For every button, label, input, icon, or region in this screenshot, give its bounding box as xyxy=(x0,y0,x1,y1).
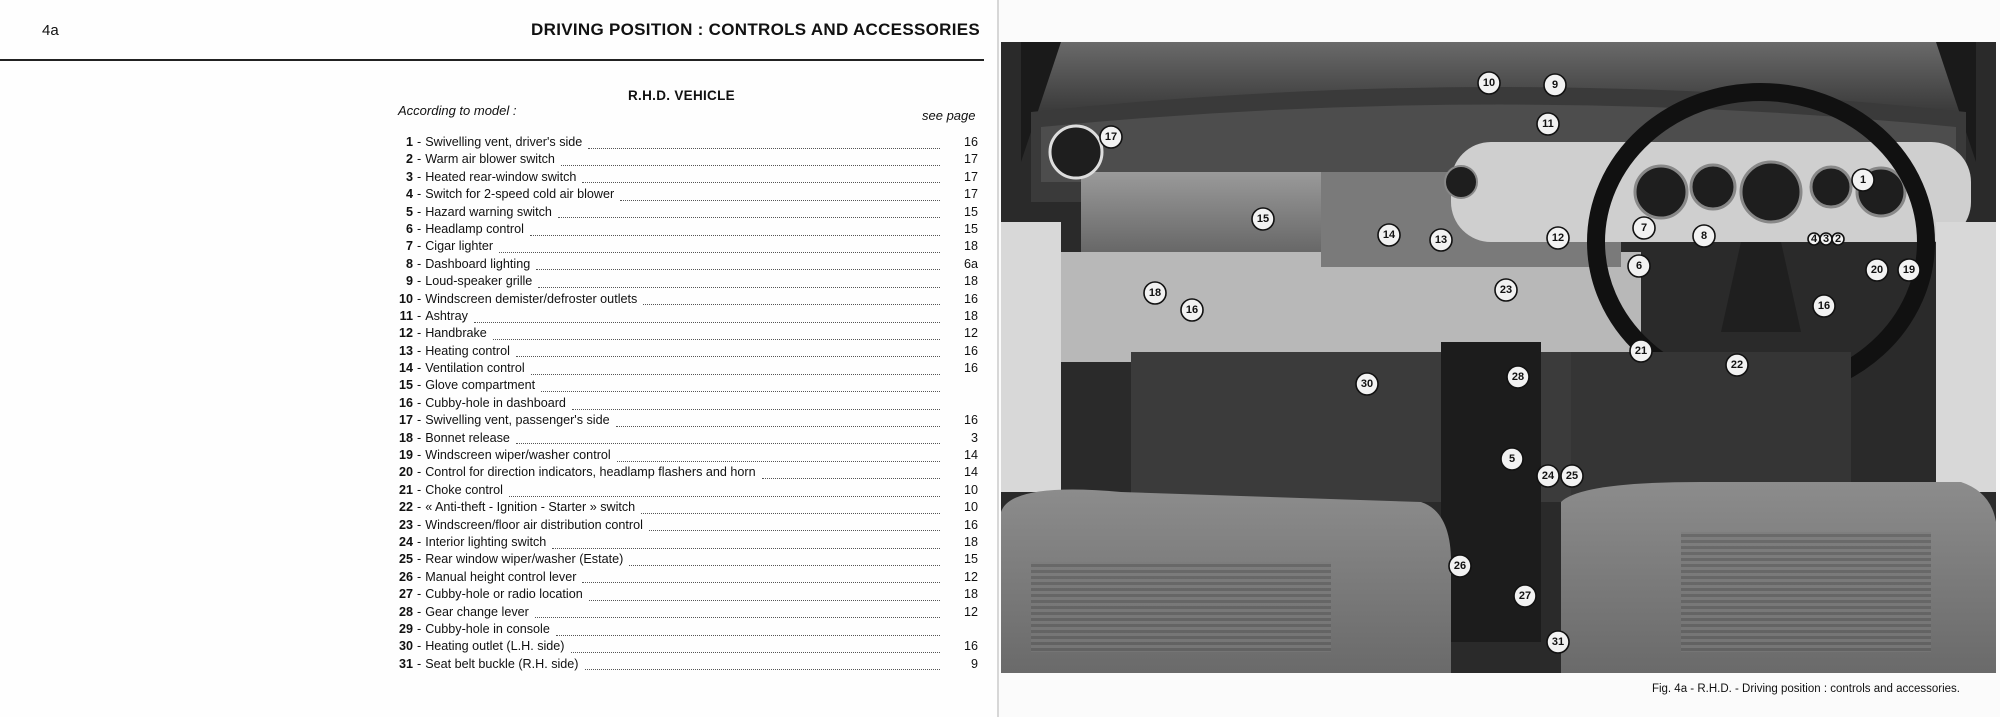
leader-dots xyxy=(572,408,940,410)
callout-label: 25 xyxy=(1565,470,1579,482)
list-item xyxy=(398,135,978,152)
item-description: Control for direction indicators, headlamp flashers and horn xyxy=(425,465,756,480)
callout-label: 8 xyxy=(1700,230,1708,242)
item-page: 18 xyxy=(963,308,978,323)
list-item xyxy=(398,222,978,239)
item-number: 20 xyxy=(398,465,413,480)
item-separator: - xyxy=(417,500,422,515)
item-separator: - xyxy=(417,569,422,584)
callout-label: 31 xyxy=(1551,636,1565,648)
item-separator: - xyxy=(417,413,422,428)
item-page: 14 xyxy=(963,465,978,480)
item-description: Swivelling vent, driver's side xyxy=(425,135,583,149)
item-separator: - xyxy=(417,378,422,393)
item-description: « Anti-theft - Ignition - Starter » switch xyxy=(425,500,636,515)
list-item xyxy=(398,187,978,204)
list-item xyxy=(398,257,978,274)
item-number: 18 xyxy=(398,430,413,445)
item-number: 30 xyxy=(398,639,413,654)
leader-dots xyxy=(535,616,940,618)
item-page: 16 xyxy=(963,135,978,149)
callout-label: 20 xyxy=(1870,264,1884,276)
list-item xyxy=(398,326,978,343)
item-description: Choke control xyxy=(425,482,503,497)
item-page: 3 xyxy=(970,430,978,445)
list-item xyxy=(398,431,978,448)
item-page: 10 xyxy=(963,500,978,515)
item-separator: - xyxy=(417,204,422,219)
item-separator: - xyxy=(417,395,422,410)
item-page: 9 xyxy=(970,656,978,671)
callout-label: 12 xyxy=(1551,232,1565,244)
dashboard-photo xyxy=(1001,42,1996,673)
leader-dots xyxy=(561,164,940,166)
item-description: Swivelling vent, passenger's side xyxy=(425,413,610,428)
item-description: Ventilation control xyxy=(425,361,525,376)
item-page: 6a xyxy=(963,256,978,271)
header-title: DRIVING POSITION : CONTROLS AND ACCESSORIES xyxy=(531,20,980,39)
list-item xyxy=(398,274,978,291)
callout-label: 16 xyxy=(1817,300,1831,312)
leader-dots xyxy=(552,547,940,549)
item-number: 25 xyxy=(398,552,413,567)
item-number: 10 xyxy=(398,291,413,306)
item-page: 12 xyxy=(963,326,978,341)
leader-dots xyxy=(641,512,940,514)
item-description: Dashboard lighting xyxy=(425,256,531,271)
item-page: 12 xyxy=(963,604,978,619)
item-description: Headlamp control xyxy=(425,221,524,236)
item-separator: - xyxy=(417,308,422,323)
leader-dots xyxy=(643,303,940,305)
item-separator: - xyxy=(417,604,422,619)
leader-dots xyxy=(531,373,940,375)
leader-dots xyxy=(536,268,940,270)
item-description: Loud-speaker grille xyxy=(425,274,533,289)
item-description: Cubby-hole in dashboard xyxy=(425,395,566,410)
item-page: 18 xyxy=(963,239,978,254)
page-number: 4a xyxy=(42,22,59,39)
callout-label: 15 xyxy=(1256,213,1270,225)
item-number: 27 xyxy=(398,587,413,602)
item-separator: - xyxy=(417,291,422,306)
item-separator: - xyxy=(417,135,422,149)
callout-label: 2 xyxy=(1834,233,1842,245)
item-number: 9 xyxy=(405,274,413,289)
callout-label: 16 xyxy=(1185,304,1199,316)
item-description: Windscreen/floor air distribution control xyxy=(425,517,643,532)
item-number: 26 xyxy=(398,569,413,584)
item-description: Seat belt buckle (R.H. side) xyxy=(425,656,579,671)
leader-dots xyxy=(493,338,940,340)
list-item xyxy=(398,518,978,535)
list-item xyxy=(398,552,978,569)
according-to-model-label: According to model : xyxy=(398,103,517,118)
callout-label: 1 xyxy=(1859,174,1867,186)
leader-dots xyxy=(582,581,940,583)
controls-list xyxy=(398,135,978,674)
item-number: 8 xyxy=(405,256,413,271)
leader-dots xyxy=(629,564,940,566)
leader-dots xyxy=(762,477,940,479)
item-separator: - xyxy=(417,552,422,567)
list-item xyxy=(398,239,978,256)
item-description: Heating outlet (L.H. side) xyxy=(425,639,565,654)
item-separator: - xyxy=(417,221,422,236)
item-description: Switch for 2-speed cold air blower xyxy=(425,187,615,202)
list-item xyxy=(398,170,978,187)
item-number: 11 xyxy=(399,308,413,323)
see-page-label: see page xyxy=(922,108,976,123)
item-number: 3 xyxy=(405,169,413,184)
callout-label: 11 xyxy=(1542,118,1554,130)
leader-dots xyxy=(582,181,940,183)
item-page: 17 xyxy=(963,169,978,184)
item-description: Heating control xyxy=(425,343,510,358)
leader-dots xyxy=(588,147,940,149)
item-page: 14 xyxy=(963,448,978,463)
item-number: 15 xyxy=(398,378,413,393)
dashboard-illustration xyxy=(1001,42,1996,673)
item-separator: - xyxy=(417,239,422,254)
item-number: 19 xyxy=(398,448,413,463)
callout-label: 23 xyxy=(1499,284,1513,296)
item-separator: - xyxy=(417,534,422,549)
callout-label: 6 xyxy=(1635,260,1643,272)
callout-label: 28 xyxy=(1511,371,1525,383)
list-item xyxy=(398,587,978,604)
item-description: Manual height control lever xyxy=(425,569,577,584)
leader-dots xyxy=(516,355,940,357)
list-item xyxy=(398,396,978,413)
leader-dots xyxy=(474,321,940,323)
callout-label: 18 xyxy=(1148,287,1162,299)
item-separator: - xyxy=(417,517,422,532)
list-item xyxy=(398,292,978,309)
list-item xyxy=(398,309,978,326)
list-item xyxy=(398,205,978,222)
item-page: 16 xyxy=(963,517,978,532)
item-description: Handbrake xyxy=(425,326,487,341)
item-page: 18 xyxy=(963,534,978,549)
item-separator: - xyxy=(417,343,422,358)
item-number: 16 xyxy=(398,395,413,410)
item-page: 16 xyxy=(963,361,978,376)
leader-dots xyxy=(499,251,940,253)
item-description: Windscreen demister/defroster outlets xyxy=(425,291,638,306)
list-item xyxy=(398,448,978,465)
leader-dots xyxy=(617,460,940,462)
item-separator: - xyxy=(417,274,422,289)
item-separator: - xyxy=(417,256,422,271)
item-page: 15 xyxy=(963,204,978,219)
item-separator: - xyxy=(417,587,422,602)
list-item xyxy=(398,639,978,656)
list-item xyxy=(398,570,978,587)
item-separator: - xyxy=(417,169,422,184)
item-number: 13 xyxy=(398,343,413,358)
item-page: 15 xyxy=(963,552,978,567)
item-separator: - xyxy=(417,152,422,167)
item-description: Cubby-hole in console xyxy=(425,621,550,636)
item-number: 29 xyxy=(398,621,413,636)
item-description: Hazard warning switch xyxy=(425,204,552,219)
item-separator: - xyxy=(417,326,422,341)
item-description: Interior lighting switch xyxy=(425,534,547,549)
item-page: 15 xyxy=(963,221,978,236)
callout-label: 3 xyxy=(1822,233,1830,245)
item-description: Bonnet release xyxy=(425,430,510,445)
leader-dots xyxy=(516,442,940,444)
leader-dots xyxy=(556,634,940,636)
item-page: 17 xyxy=(963,187,978,202)
item-number: 12 xyxy=(398,326,413,341)
item-number: 17 xyxy=(398,413,413,428)
callout-label: 24 xyxy=(1541,470,1555,482)
vehicle-title: R.H.D. VEHICLE xyxy=(628,88,735,103)
callout-label: 26 xyxy=(1453,560,1467,572)
header-rule xyxy=(0,59,984,61)
list-item xyxy=(398,622,978,639)
item-number: 28 xyxy=(398,604,413,619)
item-page: 16 xyxy=(963,343,978,358)
item-separator: - xyxy=(417,465,422,480)
list-item xyxy=(398,535,978,552)
leader-dots xyxy=(649,529,940,531)
callout-label: 27 xyxy=(1518,590,1532,602)
item-description: Glove compartment xyxy=(425,378,536,393)
callout-label: 30 xyxy=(1360,378,1374,390)
leader-dots xyxy=(541,390,940,392)
callout-label: 14 xyxy=(1382,229,1396,241)
item-page: 17 xyxy=(963,152,978,167)
callout-label: 22 xyxy=(1730,359,1744,371)
item-description: Windscreen wiper/washer control xyxy=(425,448,611,463)
item-number: 24 xyxy=(398,534,413,549)
item-page: 18 xyxy=(963,587,978,602)
callout-label: 7 xyxy=(1640,222,1648,234)
callout-label: 4 xyxy=(1810,233,1818,245)
callout-label: 13 xyxy=(1434,234,1448,246)
list-item xyxy=(398,483,978,500)
item-separator: - xyxy=(417,621,422,636)
item-number: 6 xyxy=(405,221,413,236)
leader-dots xyxy=(585,668,941,670)
item-description: Ashtray xyxy=(425,308,468,323)
list-item xyxy=(398,500,978,517)
callout-label: 9 xyxy=(1551,79,1559,91)
callout-label: 10 xyxy=(1482,77,1496,89)
item-separator: - xyxy=(417,639,422,654)
leader-dots xyxy=(571,651,940,653)
item-separator: - xyxy=(417,361,422,376)
list-item xyxy=(398,657,978,674)
item-description: Cubby-hole or radio location xyxy=(425,587,583,602)
figure-caption: Fig. 4a - R.H.D. - Driving position : controls and accessories. xyxy=(1651,683,1960,695)
callout-label: 21 xyxy=(1634,345,1648,357)
list-item xyxy=(398,378,978,395)
callout-label: 19 xyxy=(1902,264,1916,276)
item-number: 7 xyxy=(405,239,413,254)
item-description: Warm air blower switch xyxy=(425,152,555,167)
item-number: 4 xyxy=(405,187,413,202)
item-separator: - xyxy=(417,430,422,445)
item-description: Cigar lighter xyxy=(425,239,494,254)
item-page: 12 xyxy=(963,569,978,584)
item-description: Rear window wiper/washer (Estate) xyxy=(425,552,624,567)
list-item xyxy=(398,152,978,169)
callout-label: 17 xyxy=(1104,131,1118,143)
leader-dots xyxy=(509,495,940,497)
item-page: 10 xyxy=(963,482,978,497)
list-item xyxy=(398,344,978,361)
item-number: 22 xyxy=(398,500,413,515)
leader-dots xyxy=(589,599,940,601)
item-number: 2 xyxy=(405,152,413,167)
list-item xyxy=(398,465,978,482)
leader-dots xyxy=(530,234,940,236)
left-page xyxy=(0,0,998,717)
list-item xyxy=(398,413,978,430)
list-item xyxy=(398,361,978,378)
callout-label: 5 xyxy=(1508,453,1516,465)
item-page: 16 xyxy=(963,291,978,306)
item-separator: - xyxy=(417,187,422,202)
item-page: 16 xyxy=(963,639,978,654)
item-number: 23 xyxy=(398,517,413,532)
item-description: Gear change lever xyxy=(425,604,529,619)
item-number: 21 xyxy=(398,482,413,497)
leader-dots xyxy=(620,199,940,201)
item-number: 14 xyxy=(398,361,413,376)
item-description: Heated rear-window switch xyxy=(425,169,577,184)
item-page: 16 xyxy=(963,413,978,428)
item-number: 1 xyxy=(405,135,413,149)
item-number: 5 xyxy=(405,204,413,219)
item-separator: - xyxy=(417,656,422,671)
list-item xyxy=(398,605,978,622)
leader-dots xyxy=(538,286,940,288)
item-separator: - xyxy=(417,482,422,497)
leader-dots xyxy=(558,216,940,218)
item-separator: - xyxy=(417,448,422,463)
item-number: 31 xyxy=(398,656,413,671)
item-page: 18 xyxy=(963,274,978,289)
leader-dots xyxy=(616,425,940,427)
